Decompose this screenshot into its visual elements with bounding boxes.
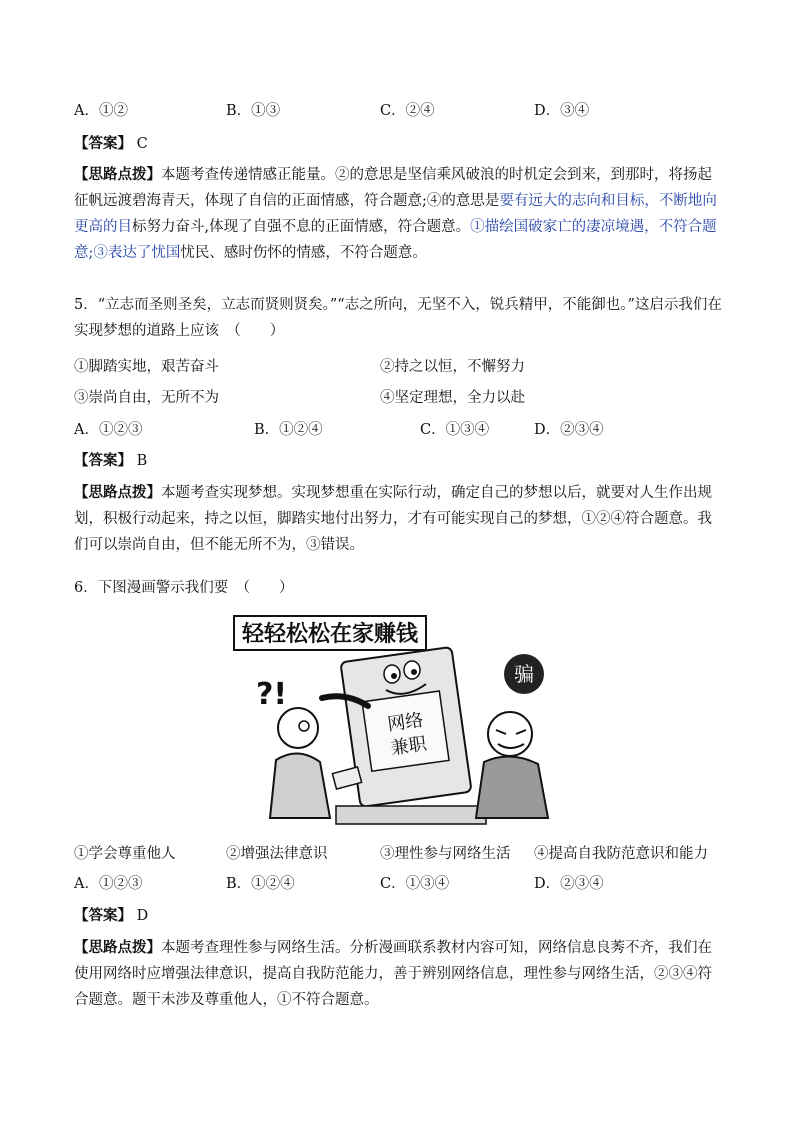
answer-tag: 【答案】 [74, 908, 132, 924]
q4-analysis [74, 162, 724, 266]
q5-item-1: ①脚踏实地，艰苦奋斗 [74, 359, 219, 375]
q4-analysis-blue1: 要有远大的志向和目标，不断地向更高的目 [74, 193, 717, 235]
question-exclaim-marks: ?! [256, 677, 288, 712]
q6-analysis-text: 本题考查理性参与网络生活。分析漫画联系教材内容可知，网络信息良莠不齐，我们在使用网络时应增强法律意识，提高自我防范能力，善于辨别网络信息，理性参与网络生活，②③④符合题意。题干未涉及尊重他人，①不符合题意。 [74, 940, 712, 1008]
monitor-pupil-left [391, 673, 397, 679]
cartoon-image [226, 610, 566, 830]
screen-text-line2: 兼职 [389, 733, 428, 760]
banner-text: 轻轻松松在家赚钱 [241, 622, 419, 647]
q4-answer-line [74, 134, 148, 154]
q6-item-1: ①学会尊重他人 [74, 846, 176, 862]
q5-option-d: D．②③④ [534, 422, 604, 438]
q6-answer-line [74, 906, 148, 926]
q5-option-b: B．①②④ [254, 422, 323, 438]
analysis-tag: 【思路点拨】 [74, 485, 161, 501]
q6-answer: D [136, 908, 149, 924]
monitor-base [336, 806, 486, 824]
scammer-body [476, 756, 548, 818]
q5-item-3: ③崇尚自由，无所不为 [74, 390, 219, 406]
q5-analysis-text: 本题考查实现梦想。实现梦想重在实际行动，确定自己的梦想以后，就要对人生作出规划，积极行动起来，持之以恒，脚踏实地付出努力，才有可能实现自己的梦想，①②④符合题意。我们可以崇尚自由，但不能无所不为，③错误。 [74, 485, 712, 553]
q5-stem: 5．“立志而圣则圣矣，立志而贤则贤矣。”“志之所向，无坚不入，锐兵精甲，不能御也。”这启示我们在实现梦想的道路上应该 （ ） [74, 297, 722, 339]
q5-option-a: A．①②③ [74, 422, 143, 438]
kid-head [278, 708, 318, 748]
q6-item-3: ③理性参与网络生活 [380, 846, 511, 862]
q6-option-a: A．①②③ [74, 876, 143, 892]
bubble-text: 骗 [514, 662, 534, 686]
screen-text-line1: 网络 [386, 709, 425, 736]
q4-answer: C [136, 136, 148, 152]
q6-option-b: B．①②④ [226, 876, 295, 892]
q6-option-d: D．②③④ [534, 876, 604, 892]
scammer-head [488, 712, 532, 756]
q4-analysis-blue2: ①描绘国破家亡的凄凉境遇，不符合题意;③表达了忧国 [74, 219, 717, 261]
q5-answer: B [136, 453, 148, 469]
kid-body [270, 753, 330, 818]
q4-option-a: A．①② [74, 103, 128, 119]
answer-tag: 【答案】 [74, 453, 132, 469]
analysis-tag: 【思路点拨】 [74, 167, 161, 183]
q4-option-c: C．②④ [380, 103, 435, 119]
q6-stem: 6．下图漫画警示我们要 （ ） [74, 580, 294, 596]
q4-analysis-part3: 忧民、感时伤怀的情感，不符合题意。 [180, 245, 427, 261]
q6-option-c: C．①③④ [380, 876, 450, 892]
q4-option-d: D．③④ [534, 103, 590, 119]
analysis-tag: 【思路点拨】 [74, 940, 161, 956]
answer-tag: 【答案】 [74, 136, 132, 152]
q6-analysis [74, 935, 724, 1013]
q5-analysis [74, 480, 724, 558]
q6-item-4: ④提高自我防范意识和能力 [534, 846, 708, 862]
q5-item-4: ④坚定理想，全力以赴 [380, 390, 525, 406]
monitor-pupil-right [411, 669, 417, 675]
q4-option-b: B．①③ [226, 103, 281, 119]
q4-analysis-part1: 本题考查传递情感正能量。②的意思是坚信乘风破浪的时机定会到来，到那时，将扬起征帆远渡碧海青天，体现了自信的正面情感，符合题意;④的意思是 [74, 167, 712, 209]
q5-option-c: C．①③④ [420, 422, 490, 438]
q5-answer-line [74, 451, 147, 471]
q4-analysis-part2: 标努力奋斗,体现了自强不息的正面情感，符合题意。 [132, 219, 471, 235]
q6-item-2: ②增强法律意识 [226, 846, 328, 862]
q5-item-2: ②持之以恒，不懈努力 [380, 359, 525, 375]
